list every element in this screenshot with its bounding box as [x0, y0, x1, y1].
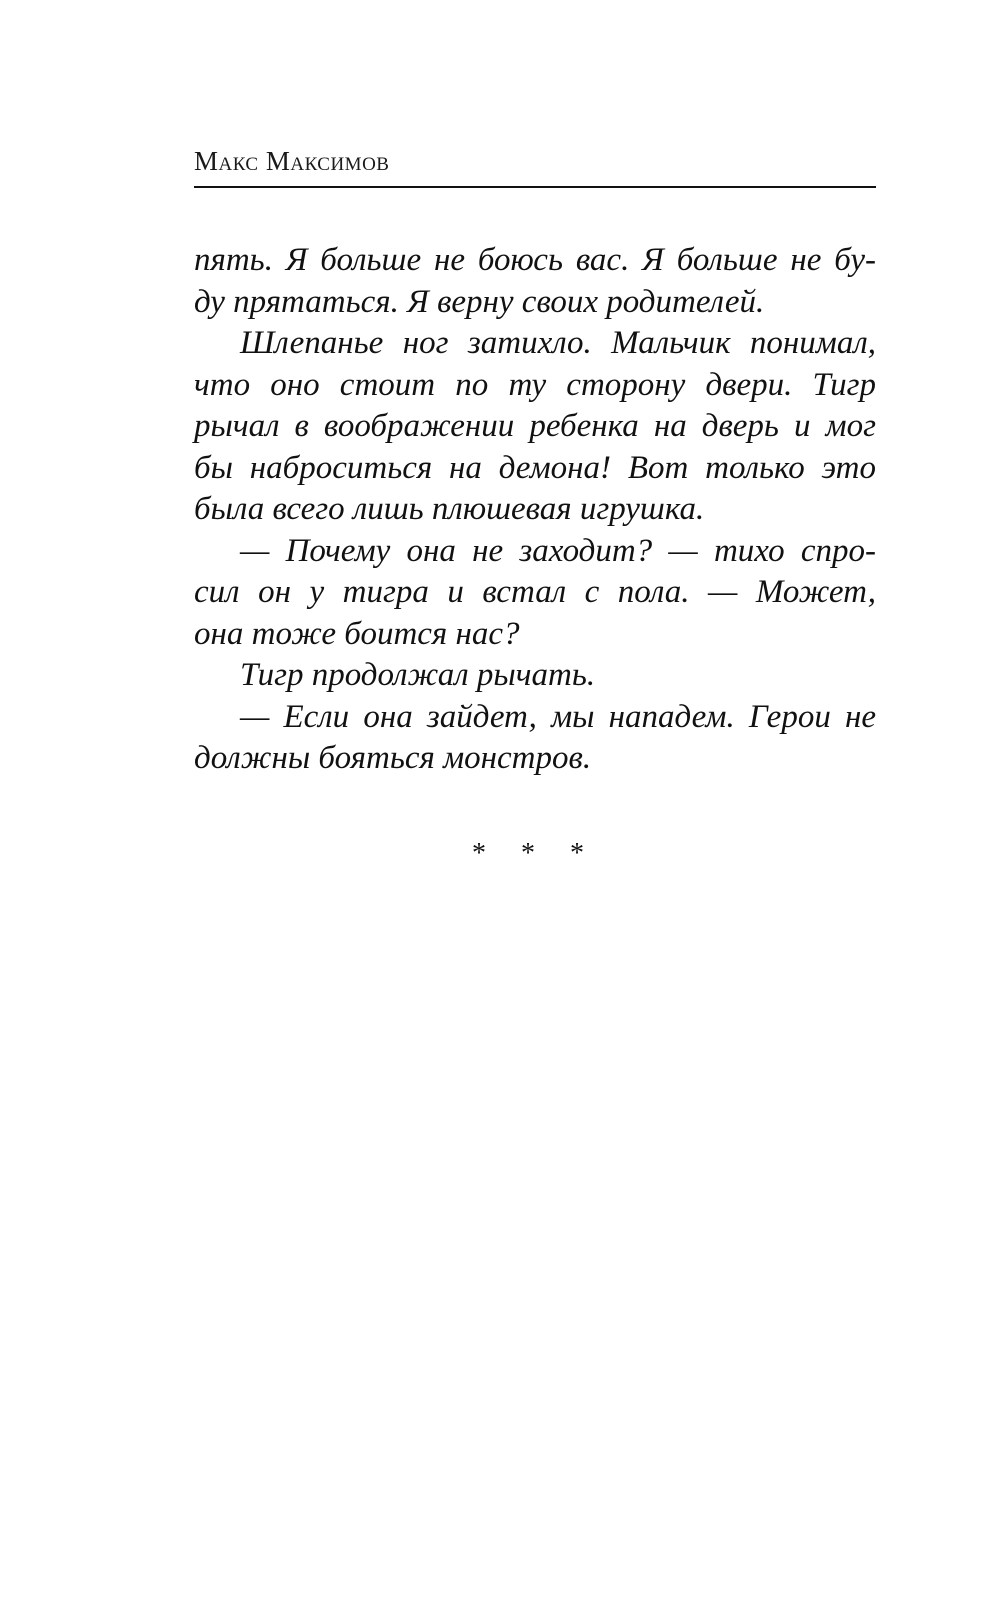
text-line: — Если она зайдет, мы нападем. Герои не	[240, 698, 876, 735]
text-line: должны бояться монстров.	[194, 740, 592, 776]
text-line: Тигр продолжал рычать.	[240, 657, 596, 693]
text-line: — Почему она не заходит? — тихо спро-	[240, 532, 876, 569]
text-line: ду прятаться. Я верну своих родителей.	[194, 283, 765, 320]
text-line: была всего лишь плюшевая игрушка.	[194, 491, 705, 527]
text-line: она тоже боится нас?	[194, 615, 520, 652]
text-body	[194, 240, 876, 780]
section-separator: * * *	[472, 838, 598, 869]
running-head-author: Макс Максимов	[194, 146, 390, 176]
text-line: бы наброситься на демона! Вот только это	[194, 449, 876, 486]
text-line: рычал в воображении ребенка на дверь и мог	[194, 408, 876, 444]
text-line: Шлепанье ног затихло. Мальчик понимал,	[240, 325, 876, 361]
header-rule	[194, 186, 876, 188]
text-line: сил он у тигра и встал с пола. — Может,	[194, 574, 876, 610]
text-line: что оно стоит по ту сторону двери. Тигр	[194, 366, 876, 403]
text-line: пять. Я больше не боюсь вас. Я больше не бу-	[194, 242, 876, 278]
